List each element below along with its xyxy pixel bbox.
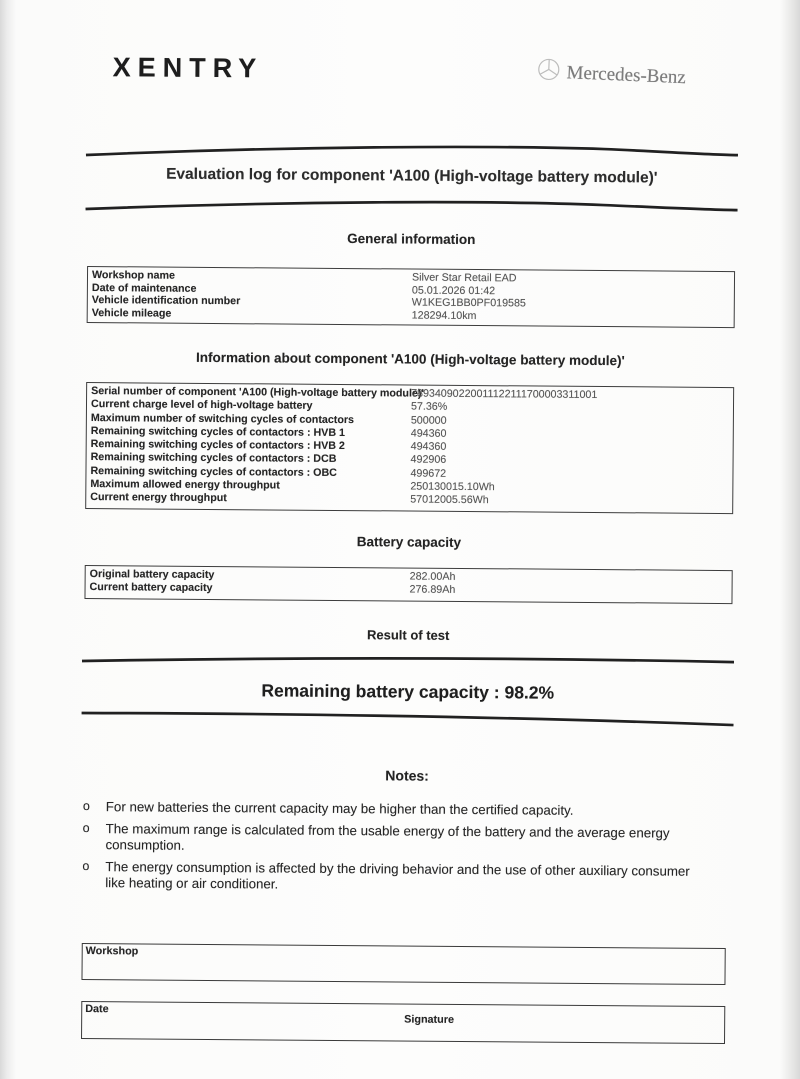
xentry-logo: XENTRY [112, 52, 264, 84]
row-label: Current battery capacity [89, 581, 213, 595]
row-label: Current energy throughput [90, 491, 227, 505]
note-text: The maximum range is calculated from the usable energy of the battery and the average energy consumption. [105, 821, 670, 853]
remaining-battery-capacity-result: Remaining battery capacity : 98.2% [261, 680, 555, 703]
date-label: Date [85, 1003, 109, 1016]
horizontal-rule [80, 648, 736, 677]
row-value: W1KEG1BB0PF019585 [411, 296, 526, 310]
general-information-heading: General information [347, 231, 476, 248]
row-value: 276.89Ah [409, 583, 456, 597]
workshop-signoff-box [81, 943, 725, 985]
bullet-icon: o [82, 820, 90, 835]
mercedes-brand [536, 57, 686, 93]
list-item [82, 859, 707, 896]
horizontal-rule [79, 706, 735, 735]
mercedes-star-icon [536, 57, 561, 88]
row-value: 57.36% [410, 400, 448, 414]
list-item [82, 821, 707, 858]
row-value: 250130015.10Wh [410, 480, 495, 494]
row-value: 494360 [410, 427, 447, 440]
date-signature-box [81, 1001, 725, 1044]
row-value: 499672 [410, 467, 447, 480]
battery-capacity-table [84, 565, 732, 604]
mercedes-wordmark: Mercedes-Benz [566, 62, 687, 89]
notes-heading: Notes: [385, 767, 429, 784]
row-label: Maximum number of switching cycles of contactors [90, 411, 355, 426]
battery-capacity-heading: Battery capacity [356, 534, 462, 550]
row-value: 500000 [410, 414, 447, 427]
row-value: 05.01.2026 01:42 [411, 284, 496, 297]
signature-label: Signature [404, 1013, 455, 1026]
note-text: The energy consumption is affected by the driving behavior and the use of other auxiliary consumer like heating or air conditioner. [105, 859, 690, 892]
workshop-label: Workshop [85, 945, 139, 958]
row-value: 282.00Ah [409, 570, 456, 583]
row-value: 57012005.56Wh [410, 493, 489, 507]
row-label: Vehicle mileage [91, 306, 172, 320]
component-information-table [85, 382, 734, 514]
row-value: 78934090220011122111700003311001 [411, 387, 598, 402]
bullet-icon: o [82, 858, 90, 873]
row-label: Original battery capacity [89, 568, 215, 582]
row-label: Maximum allowed energy throughput [90, 478, 280, 492]
horizontal-rule [84, 138, 740, 167]
row-value: 492906 [410, 454, 447, 467]
row-label: Workshop name [91, 269, 176, 282]
row-value: 494360 [410, 440, 447, 454]
row-label: Vehicle identification number [91, 294, 241, 308]
bullet-icon: o [82, 798, 90, 814]
notes-list [82, 799, 708, 902]
row-label: Serial number of component 'A100 (High-voltage battery module)' [91, 385, 425, 400]
row-label: Remaining switching cycles of contactors : OBC [90, 464, 337, 479]
row-label: Current charge level of high-voltage battery [90, 398, 313, 413]
result-of-test-heading: Result of test [366, 627, 450, 643]
document-title: Evaluation log for component 'A100 (High-voltage battery module)' [166, 165, 658, 187]
row-label: Remaining switching cycles of contactors : HVB 2 [90, 438, 345, 453]
row-label: Remaining switching cycles of contactors : DCB [90, 451, 337, 466]
row-label: Remaining switching cycles of contactors : HVB 1 [90, 424, 346, 439]
row-value: 128294.10km [411, 309, 477, 322]
component-information-heading: Information about component 'A100 (High-voltage battery module)' [195, 349, 625, 369]
general-information-table [87, 266, 735, 328]
horizontal-rule [83, 194, 739, 223]
note-text: For new batteries the current capacity may be higher than the certified capacity. [105, 799, 574, 818]
list-item [83, 799, 708, 820]
row-value: Silver Star Retail EAD [411, 271, 517, 285]
row-label: Date of maintenance [91, 281, 197, 295]
